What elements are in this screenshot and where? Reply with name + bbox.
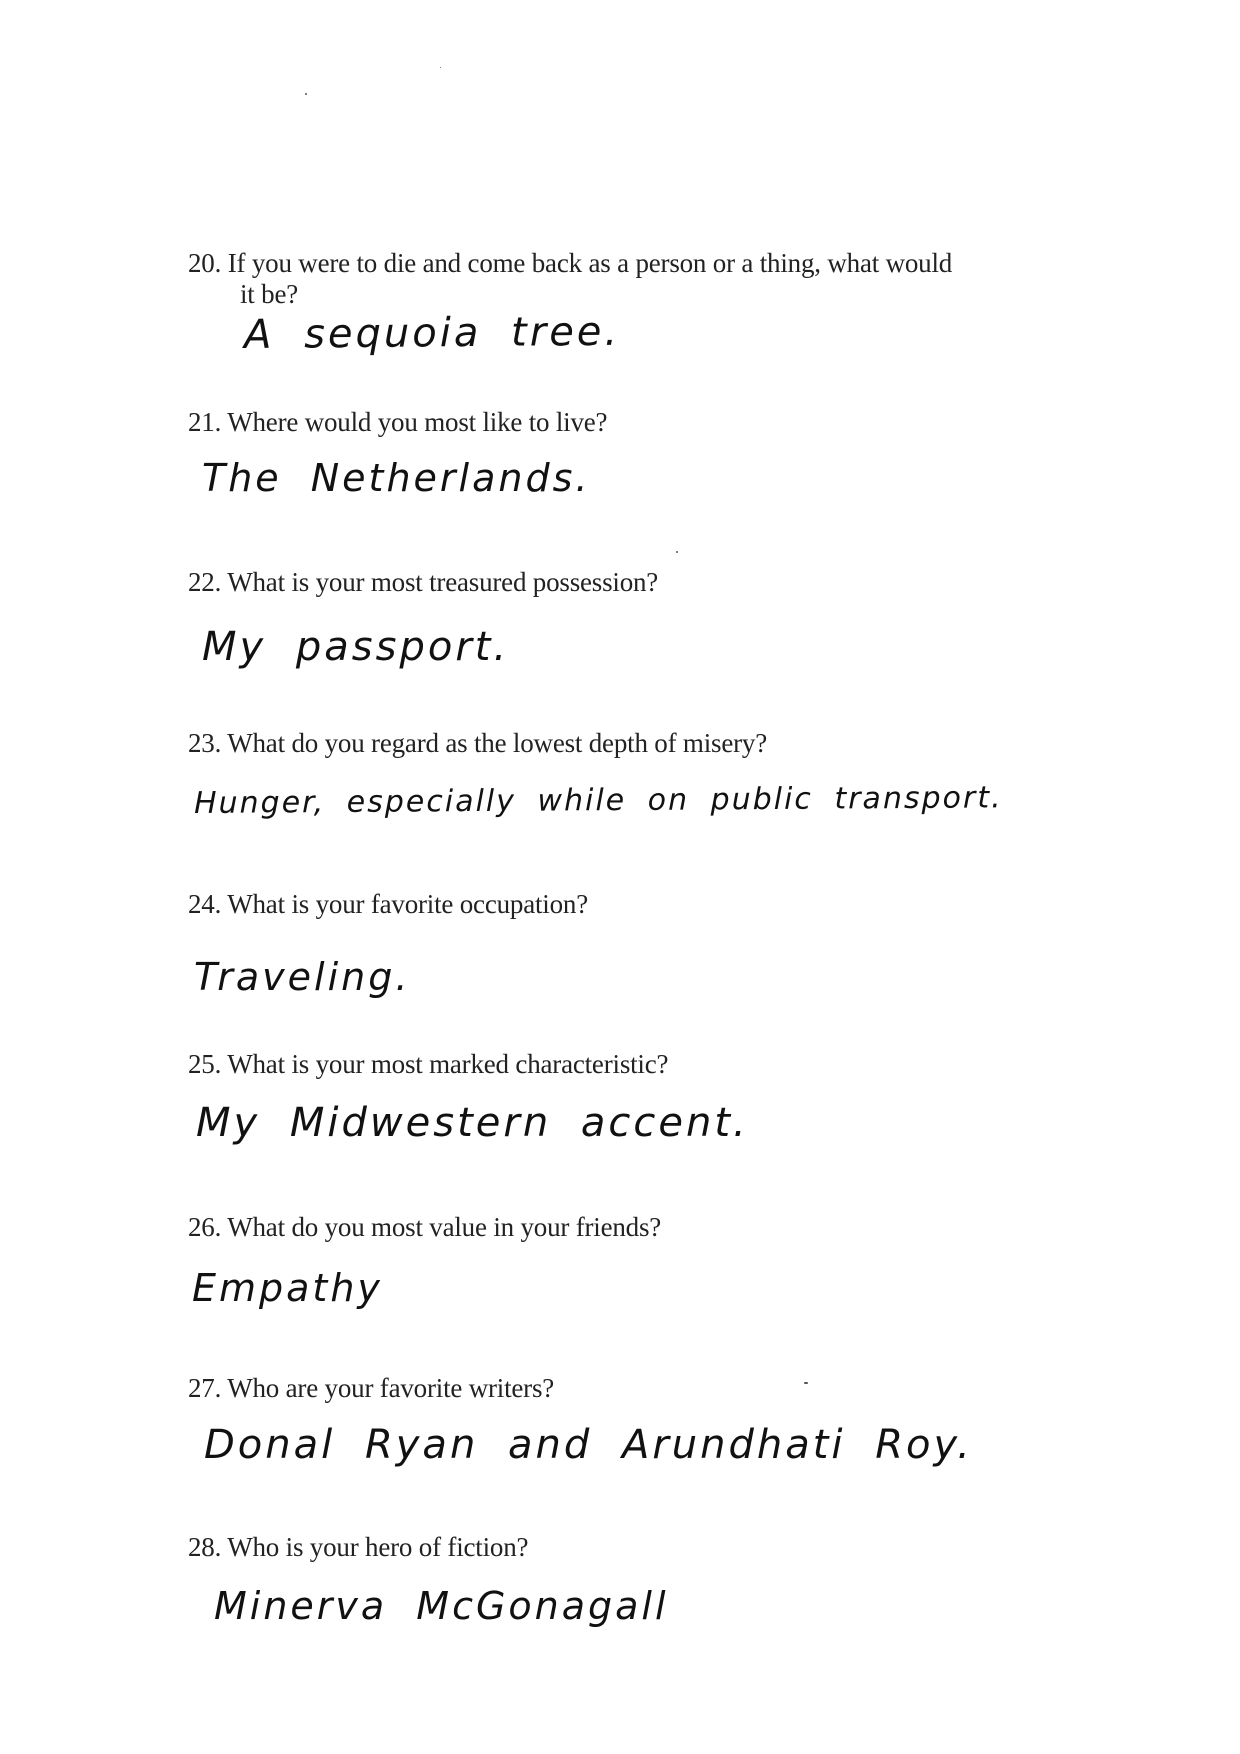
- handwritten-answer: A sequoia tree.: [243, 308, 621, 358]
- question-text: [188, 567, 1088, 598]
- handwritten-answer: Hunger, especially while on public transport.: [193, 780, 1003, 821]
- question-line-continued: it be?: [240, 279, 299, 309]
- question-line: What do you regard as the lowest depth of misery?: [227, 728, 768, 758]
- question-text: [188, 889, 1088, 920]
- question-number: 21.: [188, 407, 222, 437]
- question-text: [188, 248, 1088, 310]
- question-line: What do you most value in your friends?: [227, 1212, 662, 1242]
- handwritten-answer: The Netherlands.: [202, 456, 591, 500]
- question-line: If you were to die and come back as a person or a thing, what would: [227, 248, 953, 278]
- question-number: 22.: [188, 567, 222, 597]
- handwritten-answer: Minerva McGonagall: [214, 1584, 669, 1628]
- question-line: Who are your favorite writers?: [227, 1373, 555, 1403]
- question-text: [188, 1532, 1088, 1563]
- question-line: What is your most treasured possession?: [227, 567, 659, 597]
- question-line: What is your favorite occupation?: [227, 889, 588, 919]
- question-number: 27.: [188, 1373, 222, 1403]
- question-line: Who is your hero of fiction?: [227, 1532, 529, 1562]
- handwritten-answer: Donal Ryan and Arundhati Roy.: [204, 1422, 973, 1468]
- scan-speck: [305, 93, 307, 95]
- question-line: What is your most marked characteristic?: [227, 1049, 669, 1079]
- question-text: [188, 1373, 1088, 1404]
- scan-speck: [676, 551, 678, 553]
- question-number: 23.: [188, 728, 222, 758]
- question-text: [188, 728, 1088, 759]
- question-number: 20.: [188, 248, 222, 278]
- scan-speck: [440, 67, 441, 68]
- question-number: 26.: [188, 1212, 222, 1242]
- question-number: 24.: [188, 889, 222, 919]
- handwritten-answer: Traveling.: [194, 955, 411, 999]
- question-text: [188, 1049, 1088, 1080]
- question-line: Where would you most like to live?: [227, 407, 608, 437]
- handwritten-answer: Empathy: [192, 1266, 383, 1310]
- question-text: [188, 407, 1088, 438]
- question-number: 28.: [188, 1532, 222, 1562]
- handwritten-answer: My passport.: [202, 624, 510, 670]
- handwritten-answer: My Midwestern accent.: [196, 1100, 749, 1146]
- question-number: 25.: [188, 1049, 222, 1079]
- question-text: [188, 1212, 1088, 1243]
